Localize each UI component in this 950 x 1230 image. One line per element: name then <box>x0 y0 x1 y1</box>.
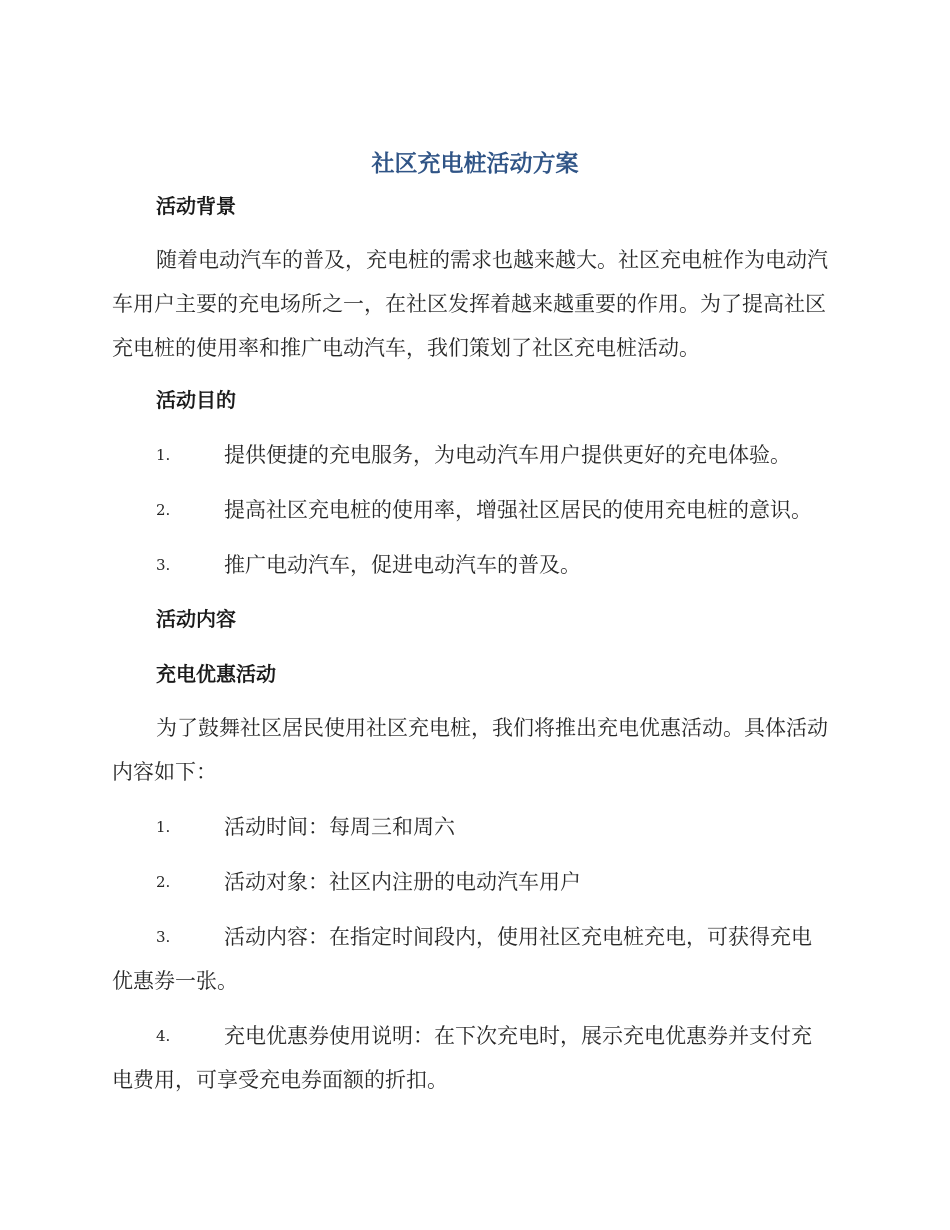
list-item <box>112 488 832 532</box>
list-text: 充电优惠券使用说明：在下次充电时，展示充电优惠券并支付充电费用，可享受充电券面额的折扣。 <box>112 1024 812 1092</box>
list-text: 提高社区充电桩的使用率，增强社区居民的使用充电桩的意识。 <box>224 498 812 522</box>
heading-background: 活动背景 <box>156 194 236 218</box>
list-number: 4. <box>156 1027 171 1045</box>
paragraph-background: 随着电动汽车的普及，充电桩的需求也越来越大。社区充电桩作为电动汽车用户主要的充电场所之一，在社区发挥着越来越重要的作用。为了提高社区充电桩的使用率和推广电动汽车，我们策划了社区充电桩活动。 <box>112 248 828 360</box>
list-text: 推广电动汽车，促进电动汽车的普及。 <box>224 553 581 577</box>
list-item <box>112 860 832 904</box>
list-item <box>112 805 832 849</box>
list-text: 活动时间：每周三和周六 <box>224 815 455 839</box>
heading-purpose: 活动目的 <box>156 388 236 412</box>
list-item <box>112 433 832 477</box>
list-item <box>112 915 832 1003</box>
list-number: 1. <box>156 818 171 836</box>
list-number: 1. <box>156 446 171 464</box>
paragraph-content: 为了鼓舞社区居民使用社区充电桩，我们将推出充电优惠活动。具体活动内容如下： <box>112 716 828 784</box>
list-number: 3. <box>156 556 171 574</box>
subheading-charging-discount: 充电优惠活动 <box>156 662 276 686</box>
heading-content: 活动内容 <box>156 607 236 631</box>
document-title: 社区充电桩活动方案 <box>371 151 579 177</box>
list-text: 活动内容：在指定时间段内，使用社区充电桩充电，可获得充电优惠券一张。 <box>112 925 812 993</box>
list-number: 2. <box>156 873 171 891</box>
list-item <box>112 1014 832 1102</box>
list-text: 提供便捷的充电服务，为电动汽车用户提供更好的充电体验。 <box>224 443 791 467</box>
list-text: 活动对象：社区内注册的电动汽车用户 <box>224 870 581 894</box>
list-number: 2. <box>156 501 171 519</box>
list-number: 3. <box>156 928 171 946</box>
list-item <box>112 543 832 587</box>
